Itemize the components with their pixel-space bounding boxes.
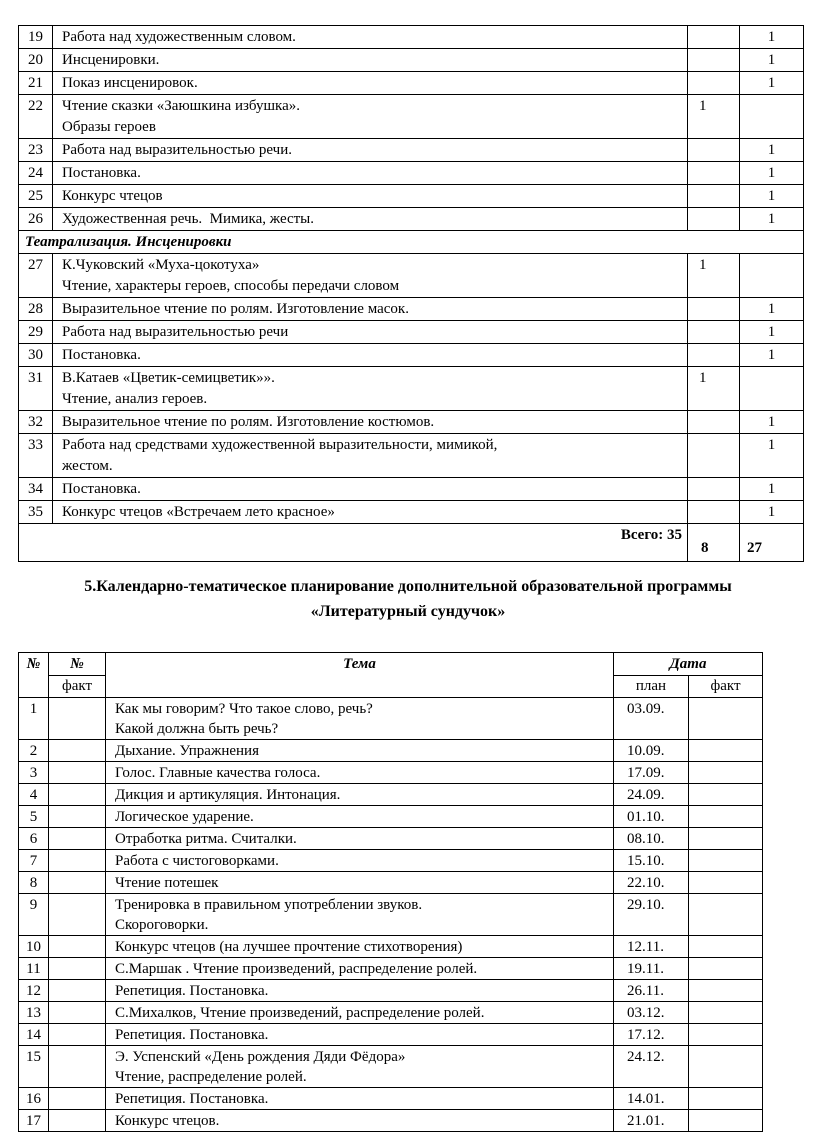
total-row bbox=[19, 524, 804, 562]
col-header-num: № bbox=[19, 653, 49, 698]
table-row bbox=[19, 784, 763, 806]
fact-date-cell bbox=[689, 1002, 763, 1024]
table-row bbox=[19, 411, 804, 434]
table-row bbox=[19, 49, 804, 72]
row-number-cell: 21 bbox=[19, 72, 53, 95]
topic-cell bbox=[106, 1002, 614, 1024]
fact-number-cell bbox=[49, 762, 106, 784]
row-number-cell: 29 bbox=[19, 321, 53, 344]
col-header-date: Дата bbox=[614, 653, 763, 676]
plan-date-cell: 03.09. bbox=[614, 698, 689, 740]
table-row bbox=[19, 980, 763, 1002]
table-row bbox=[19, 162, 804, 185]
topic-cell bbox=[53, 501, 688, 524]
practice-hours-cell: 1 bbox=[740, 434, 804, 478]
plan-date-cell: 17.12. bbox=[614, 1024, 689, 1046]
row-number-cell: 9 bbox=[19, 894, 49, 936]
row-number-cell: 35 bbox=[19, 501, 53, 524]
practice-hours-cell: 1 bbox=[740, 72, 804, 95]
plan-date-cell: 24.12. bbox=[614, 1046, 689, 1088]
fact-date-cell bbox=[689, 828, 763, 850]
text-line: Работа над средствами художественной выразительности, мимикой, bbox=[62, 437, 498, 453]
calendar-table-head bbox=[19, 653, 763, 698]
row-number-cell: 11 bbox=[19, 958, 49, 980]
practice-hours-cell: 1 bbox=[740, 26, 804, 49]
table-row bbox=[19, 1002, 763, 1024]
fact-date-cell bbox=[689, 740, 763, 762]
row-number-cell: 25 bbox=[19, 185, 53, 208]
text-line: К.Чуковский «Муха-цокотуха» bbox=[62, 257, 260, 273]
topic-cell bbox=[106, 1110, 614, 1132]
fact-date-cell bbox=[689, 784, 763, 806]
plan-date-cell: 01.10. bbox=[614, 806, 689, 828]
theory-hours-cell bbox=[688, 139, 740, 162]
text-line: Тренировка в правильном употреблении звуков. bbox=[115, 897, 423, 913]
row-number-cell: 23 bbox=[19, 139, 53, 162]
topic-cell bbox=[53, 72, 688, 95]
fact-number-cell bbox=[49, 894, 106, 936]
row-number-cell: 30 bbox=[19, 344, 53, 367]
row-number-cell: 24 bbox=[19, 162, 53, 185]
practice-hours-cell: 1 bbox=[740, 321, 804, 344]
col-header-num-fact: № bbox=[49, 653, 106, 676]
text-line: Репетиция. Постановка. bbox=[115, 1027, 269, 1043]
table-row bbox=[19, 740, 763, 762]
topic-cell bbox=[53, 139, 688, 162]
row-number-cell: 8 bbox=[19, 872, 49, 894]
fact-date-cell bbox=[689, 1088, 763, 1110]
row-number-cell: 4 bbox=[19, 784, 49, 806]
table-row bbox=[19, 478, 804, 501]
text-line: Чтение, характеры героев, способы передачи словом bbox=[62, 278, 400, 294]
theory-hours-cell bbox=[688, 321, 740, 344]
section-title bbox=[0, 574, 816, 624]
col-subheader-fact-num: факт bbox=[49, 676, 106, 698]
topic-cell bbox=[106, 784, 614, 806]
col-header-topic: Тема bbox=[106, 653, 614, 698]
topic-cell bbox=[53, 434, 688, 478]
section-title-line2: «Литературный сундучок» bbox=[310, 603, 506, 620]
theory-hours-cell bbox=[688, 26, 740, 49]
text-line: Образы героев bbox=[62, 119, 156, 135]
table-row bbox=[19, 958, 763, 980]
table-row bbox=[19, 872, 763, 894]
text-line: Работа над выразительностью речи bbox=[62, 324, 289, 340]
plan-date-cell: 22.10. bbox=[614, 872, 689, 894]
theory-hours-cell: 1 bbox=[688, 254, 740, 298]
table-row bbox=[19, 936, 763, 958]
fact-number-cell bbox=[49, 1002, 106, 1024]
calendar-plan-table bbox=[18, 652, 763, 1132]
fact-date-cell bbox=[689, 1046, 763, 1088]
topic-cell bbox=[106, 698, 614, 740]
fact-number-cell bbox=[49, 784, 106, 806]
col-subheader-fact: факт bbox=[689, 676, 763, 698]
text-line: жестом. bbox=[62, 458, 113, 474]
plan-date-cell: 17.09. bbox=[614, 762, 689, 784]
practice-hours-cell: 1 bbox=[740, 208, 804, 231]
topic-cell bbox=[53, 185, 688, 208]
text-line: С.Михалков, Чтение произведений, распределение ролей. bbox=[115, 1005, 485, 1021]
text-line: Постановка. bbox=[62, 481, 141, 497]
table-row bbox=[19, 434, 804, 478]
fact-number-cell bbox=[49, 740, 106, 762]
topic-cell bbox=[106, 936, 614, 958]
text-line: Какой должна быть речь? bbox=[115, 721, 279, 737]
table-row bbox=[19, 1110, 763, 1132]
row-number-cell: 2 bbox=[19, 740, 49, 762]
practice-hours-cell: 1 bbox=[740, 139, 804, 162]
plan-date-cell: 26.11. bbox=[614, 980, 689, 1002]
topic-cell bbox=[106, 850, 614, 872]
text-line: Как мы говорим? Что такое слово, речь? bbox=[115, 701, 373, 717]
table-row bbox=[19, 806, 763, 828]
row-number-cell: 20 bbox=[19, 49, 53, 72]
text-line: Показ инсценировок. bbox=[62, 75, 198, 91]
theory-hours-cell bbox=[688, 185, 740, 208]
table-row bbox=[19, 894, 763, 936]
practice-hours-cell bbox=[740, 367, 804, 411]
text-line: Э. Успенский «День рождения Дяди Фёдора» bbox=[115, 1049, 406, 1065]
fact-date-cell bbox=[689, 980, 763, 1002]
text-line: Постановка. bbox=[62, 165, 141, 181]
fact-number-cell bbox=[49, 806, 106, 828]
plan-date-cell: 14.01. bbox=[614, 1088, 689, 1110]
text-line: Работа над художественным словом. bbox=[62, 29, 296, 45]
fact-number-cell bbox=[49, 698, 106, 740]
theory-hours-cell bbox=[688, 501, 740, 524]
table-row bbox=[19, 762, 763, 784]
plan-date-cell: 19.11. bbox=[614, 958, 689, 980]
practice-hours-cell: 1 bbox=[740, 478, 804, 501]
row-number-cell: 6 bbox=[19, 828, 49, 850]
topic-cell bbox=[53, 95, 688, 139]
text-line: Художественная речь. Мимика, жесты. bbox=[62, 211, 315, 227]
row-number-cell: 26 bbox=[19, 208, 53, 231]
theory-hours-cell bbox=[688, 344, 740, 367]
text-line: Конкурс чтецов (на лучшее прочтение стихотворения) bbox=[115, 939, 463, 955]
topic-cell bbox=[106, 1024, 614, 1046]
text-line: Постановка. bbox=[62, 347, 141, 363]
row-number-cell: 22 bbox=[19, 95, 53, 139]
practice-hours-cell: 1 bbox=[740, 411, 804, 434]
table-row bbox=[19, 1046, 763, 1088]
table-row bbox=[19, 72, 804, 95]
text-line: Репетиция. Постановка. bbox=[115, 1091, 269, 1107]
plan-date-cell: 21.01. bbox=[614, 1110, 689, 1132]
total-label-cell: Всего: 35 bbox=[19, 524, 688, 562]
topic-cell bbox=[106, 762, 614, 784]
plan-date-cell: 15.10. bbox=[614, 850, 689, 872]
fact-number-cell bbox=[49, 850, 106, 872]
plan-date-cell: 24.09. bbox=[614, 784, 689, 806]
calendar-table-body bbox=[19, 698, 763, 1132]
topic-cell bbox=[106, 1046, 614, 1088]
fact-number-cell bbox=[49, 1024, 106, 1046]
topic-cell bbox=[106, 894, 614, 936]
text-line: Чтение сказки «Заюшкина избушка». bbox=[62, 98, 301, 114]
section-header-cell: Театрализация. Инсценировки bbox=[19, 231, 804, 254]
row-number-cell: 5 bbox=[19, 806, 49, 828]
fact-date-cell bbox=[689, 1024, 763, 1046]
text-line: Конкурс чтецов bbox=[62, 188, 163, 204]
theory-hours-cell bbox=[688, 72, 740, 95]
theory-hours-cell bbox=[688, 162, 740, 185]
text-line: В.Катаев «Цветик-семицветик»». bbox=[62, 370, 275, 386]
row-number-cell: 14 bbox=[19, 1024, 49, 1046]
theory-hours-cell: 1 bbox=[688, 95, 740, 139]
row-number-cell: 10 bbox=[19, 936, 49, 958]
plan-date-cell: 12.11. bbox=[614, 936, 689, 958]
topic-cell bbox=[53, 478, 688, 501]
text-line: Чтение потешек bbox=[115, 875, 219, 891]
fact-number-cell bbox=[49, 1046, 106, 1088]
practice-hours-cell: 1 bbox=[740, 185, 804, 208]
theory-hours-cell bbox=[688, 434, 740, 478]
topic-cell bbox=[53, 49, 688, 72]
text-line: Дыхание. Упражнения bbox=[115, 743, 259, 759]
topic-cell bbox=[53, 344, 688, 367]
fact-date-cell bbox=[689, 806, 763, 828]
total-theory-cell: 8 bbox=[688, 524, 740, 562]
theory-hours-cell: 1 bbox=[688, 367, 740, 411]
fact-date-cell bbox=[689, 698, 763, 740]
topic-cell bbox=[106, 1088, 614, 1110]
fact-date-cell bbox=[689, 958, 763, 980]
theory-hours-cell bbox=[688, 49, 740, 72]
fact-date-cell bbox=[689, 762, 763, 784]
fact-number-cell bbox=[49, 828, 106, 850]
text-line: Инсценировки. bbox=[62, 52, 160, 68]
theory-hours-cell bbox=[688, 411, 740, 434]
table-row bbox=[19, 850, 763, 872]
table-row bbox=[19, 298, 804, 321]
practice-hours-cell bbox=[740, 95, 804, 139]
fact-date-cell bbox=[689, 936, 763, 958]
topic-cell bbox=[53, 411, 688, 434]
hours-table bbox=[18, 25, 804, 562]
table-row bbox=[19, 321, 804, 344]
row-number-cell: 1 bbox=[19, 698, 49, 740]
topic-cell bbox=[106, 806, 614, 828]
row-number-cell: 34 bbox=[19, 478, 53, 501]
text-line: Конкурс чтецов «Встречаем лето красное» bbox=[62, 504, 335, 520]
practice-hours-cell: 1 bbox=[740, 49, 804, 72]
table-row bbox=[19, 344, 804, 367]
topic-cell bbox=[106, 872, 614, 894]
row-number-cell: 28 bbox=[19, 298, 53, 321]
topic-cell bbox=[53, 321, 688, 344]
table-row bbox=[19, 1024, 763, 1046]
table-row bbox=[19, 501, 804, 524]
fact-date-cell bbox=[689, 850, 763, 872]
text-line: Выразительное чтение по ролям. Изготовление масок. bbox=[62, 301, 409, 317]
calendar-header-row bbox=[19, 653, 763, 676]
plan-date-cell: 10.09. bbox=[614, 740, 689, 762]
text-line: Выразительное чтение по ролям. Изготовление костюмов. bbox=[62, 414, 435, 430]
fact-number-cell bbox=[49, 872, 106, 894]
practice-hours-cell: 1 bbox=[740, 298, 804, 321]
text-line: Чтение, распределение ролей. bbox=[115, 1069, 307, 1085]
hours-table-total bbox=[19, 524, 804, 562]
hours-table-body bbox=[19, 26, 804, 524]
theory-hours-cell bbox=[688, 478, 740, 501]
row-number-cell: 12 bbox=[19, 980, 49, 1002]
text-line: Скороговорки. bbox=[115, 917, 209, 933]
plan-date-cell: 03.12. bbox=[614, 1002, 689, 1024]
text-line: Дикция и артикуляция. Интонация. bbox=[115, 787, 341, 803]
fact-number-cell bbox=[49, 980, 106, 1002]
table-row bbox=[19, 95, 804, 139]
table-row bbox=[19, 208, 804, 231]
text-line: Конкурс чтецов. bbox=[115, 1113, 220, 1129]
fact-number-cell bbox=[49, 958, 106, 980]
row-number-cell: 27 bbox=[19, 254, 53, 298]
plan-date-cell: 29.10. bbox=[614, 894, 689, 936]
col-subheader-plan: план bbox=[614, 676, 689, 698]
theory-hours-cell bbox=[688, 298, 740, 321]
fact-date-cell bbox=[689, 1110, 763, 1132]
fact-number-cell bbox=[49, 936, 106, 958]
table-row bbox=[19, 254, 804, 298]
table-row bbox=[19, 1088, 763, 1110]
plan-date-cell: 08.10. bbox=[614, 828, 689, 850]
topic-cell bbox=[106, 980, 614, 1002]
topic-cell bbox=[53, 254, 688, 298]
topic-cell bbox=[106, 828, 614, 850]
fact-date-cell bbox=[689, 894, 763, 936]
text-line: С.Маршак . Чтение произведений, распределение ролей. bbox=[115, 961, 478, 977]
table-row bbox=[19, 26, 804, 49]
topic-cell bbox=[53, 367, 688, 411]
fact-date-cell bbox=[689, 872, 763, 894]
row-number-cell: 17 bbox=[19, 1110, 49, 1132]
text-line: Работа с чистоговорками. bbox=[115, 853, 279, 869]
topic-cell bbox=[106, 958, 614, 980]
table-row bbox=[19, 185, 804, 208]
row-number-cell: 19 bbox=[19, 26, 53, 49]
row-number-cell: 16 bbox=[19, 1088, 49, 1110]
topic-cell bbox=[53, 208, 688, 231]
text-line: Отработка ритма. Считалки. bbox=[115, 831, 297, 847]
row-number-cell: 3 bbox=[19, 762, 49, 784]
topic-cell bbox=[53, 298, 688, 321]
table-row bbox=[19, 367, 804, 411]
practice-hours-cell: 1 bbox=[740, 162, 804, 185]
table-row bbox=[19, 139, 804, 162]
topic-cell bbox=[53, 162, 688, 185]
practice-hours-cell: 1 bbox=[740, 501, 804, 524]
table-row bbox=[19, 828, 763, 850]
theory-hours-cell bbox=[688, 208, 740, 231]
text-line: Работа над выразительностью речи. bbox=[62, 142, 292, 158]
row-number-cell: 13 bbox=[19, 1002, 49, 1024]
table-row bbox=[19, 698, 763, 740]
topic-cell bbox=[53, 26, 688, 49]
row-number-cell: 33 bbox=[19, 434, 53, 478]
row-number-cell: 31 bbox=[19, 367, 53, 411]
fact-number-cell bbox=[49, 1088, 106, 1110]
topic-cell bbox=[106, 740, 614, 762]
text-line: Чтение, анализ героев. bbox=[62, 391, 208, 407]
row-number-cell: 15 bbox=[19, 1046, 49, 1088]
section-row bbox=[19, 231, 804, 254]
row-number-cell: 7 bbox=[19, 850, 49, 872]
practice-hours-cell bbox=[740, 254, 804, 298]
text-line: Голос. Главные качества голоса. bbox=[115, 765, 321, 781]
text-line: Репетиция. Постановка. bbox=[115, 983, 269, 999]
row-number-cell: 32 bbox=[19, 411, 53, 434]
total-practice-cell: 27 bbox=[740, 524, 804, 562]
text-line: Логическое ударение. bbox=[115, 809, 254, 825]
practice-hours-cell: 1 bbox=[740, 344, 804, 367]
fact-number-cell bbox=[49, 1110, 106, 1132]
section-title-line1: 5.Календарно-тематическое планирование дополнительной образовательной программы bbox=[84, 578, 732, 595]
